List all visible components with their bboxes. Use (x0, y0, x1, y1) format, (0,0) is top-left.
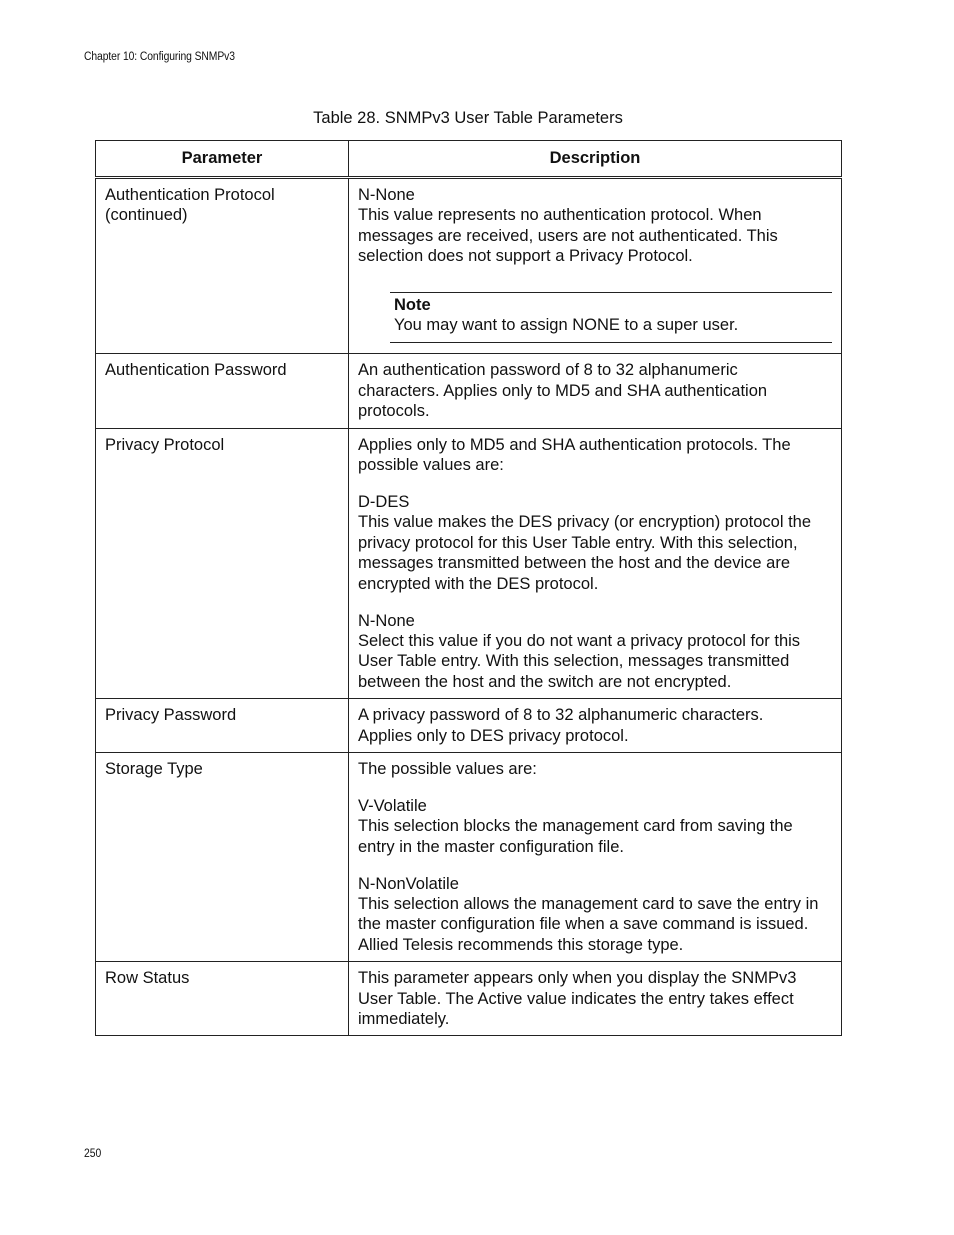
parameter-name: Row Status (105, 969, 190, 988)
table-row (96, 962, 842, 1036)
description-cell (349, 752, 842, 961)
table-row (96, 354, 842, 428)
description-cell (349, 178, 842, 354)
parameter-cell (96, 699, 349, 753)
description-paragraph: The possible values are: (358, 759, 537, 778)
description-paragraph: A privacy password of 8 to 32 alphanumeric characters. Applies only to DES privacy protocol. (358, 706, 764, 745)
value-title: V-Volatile (358, 796, 427, 815)
table-row (96, 428, 842, 698)
description-paragraph: Applies only to MD5 and SHA authentication protocols. The possible values are: (358, 435, 791, 475)
parameter-cell (96, 752, 349, 961)
parameter-name: Privacy Protocol (105, 435, 225, 454)
column-header-parameter: Parameter (96, 141, 349, 178)
description-cell (349, 962, 842, 1036)
description-paragraph (358, 874, 833, 956)
table-row (96, 178, 842, 354)
note-box (390, 292, 832, 344)
description-paragraph (358, 185, 833, 267)
parameter-name: Privacy Password (105, 706, 237, 725)
value-title: N-None (358, 611, 415, 630)
description-cell (349, 428, 842, 698)
table-header-row (96, 141, 842, 178)
value-text: This value makes the DES privacy (or encryption) protocol the privacy protocol for this User Table entry. With this selection, messages transmitted between the host and the device are encrypted with the DES protocol. (358, 513, 812, 593)
description-paragraph (358, 611, 833, 693)
value-text: Select this value if you do not want a privacy protocol for this User Table entry. With this selection, messages transmitted between the host and the switch are not encrypted. (358, 631, 801, 691)
description-cell (349, 699, 842, 753)
value-text: This value represents no authentication protocol. When messages are received, users are not authenticated. This selection does not support a Privacy Protocol. (358, 206, 778, 266)
parameter-cell (96, 354, 349, 428)
parameter-cell (96, 962, 349, 1036)
parameter-name: Authentication Protocol (continued) (105, 186, 275, 225)
table-row (96, 752, 842, 961)
description-paragraph (358, 492, 833, 594)
description-cell (349, 354, 842, 428)
note-title: Note (394, 295, 431, 314)
description-paragraph: This parameter appears only when you display the SNMPv3 User Table. The Active value indicates the entry takes effect immediately. (358, 969, 797, 1028)
note-text: You may want to assign NONE to a super user. (394, 316, 739, 335)
column-header-description: Description (349, 141, 842, 178)
value-title: N-NonVolatile (358, 874, 459, 893)
value-title: D-DES (358, 492, 410, 511)
value-text: This selection blocks the management card from saving the entry in the master configuration file. (358, 817, 793, 856)
description-paragraph (358, 796, 833, 857)
table-row (96, 699, 842, 753)
value-title: N-None (358, 186, 415, 204)
table-caption: Table 28. SNMPv3 User Table Parameters (313, 109, 623, 127)
running-header: Chapter 10: Configuring SNMPv3 (84, 51, 235, 63)
value-text: This selection allows the management card to save the entry in the master configuration file when a save command is issued. Allied Telesis recommends this storage type. (358, 894, 819, 954)
parameter-cell (96, 178, 349, 354)
parameter-cell (96, 428, 349, 698)
parameter-name: Storage Type (105, 759, 203, 778)
description-paragraph: An authentication password of 8 to 32 alphanumeric characters. Applies only to MD5 and SHA authentication protocols. (358, 361, 768, 421)
page-number: 250 (84, 1148, 102, 1160)
parameters-table (95, 140, 842, 1036)
parameter-name: Authentication Password (105, 361, 287, 380)
